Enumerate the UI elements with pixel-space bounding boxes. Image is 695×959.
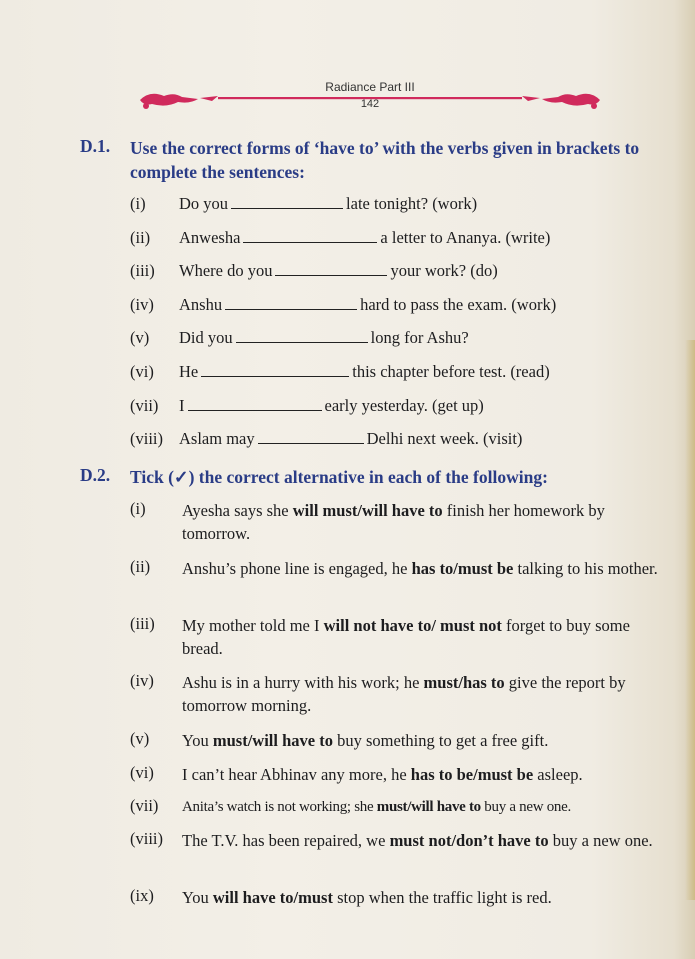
alternatives[interactable]: must/has to: [423, 673, 505, 692]
page-number: 142: [360, 98, 380, 110]
answer-blank[interactable]: [236, 328, 368, 343]
alternatives[interactable]: must not/don’t have to: [389, 831, 549, 850]
d1-item-5: (v) Did you long for Ashu?: [130, 328, 469, 347]
page-edge-shadow: [685, 340, 695, 900]
d1-item-4: (iv) Anshu hard to pass the exam. (work): [130, 295, 557, 314]
d1-heading: [80, 136, 670, 184]
alternatives[interactable]: has to/must be: [411, 559, 514, 578]
d1-item-7: (vii) I early yesterday. (get up): [130, 396, 484, 415]
answer-blank[interactable]: [275, 261, 387, 276]
d2-instruction: Tick (✓) the correct alternative in each of the following:: [130, 467, 548, 487]
answer-blank[interactable]: [188, 396, 322, 411]
answer-blank[interactable]: [201, 362, 349, 377]
book-title: Radiance Part III: [325, 80, 415, 94]
d1-instruction: Use the correct forms of ‘have to’ with the verbs given in brackets to complete the sentences:: [130, 138, 640, 182]
alternatives[interactable]: will must/will have to: [292, 501, 443, 520]
d2-number: D.2.: [80, 465, 111, 485]
alternatives[interactable]: will not have to/ must not: [323, 616, 502, 635]
alternatives[interactable]: will have to/must: [212, 888, 333, 907]
d1-item-6: (vi) He this chapter before test. (read): [130, 362, 550, 381]
d1-item-3: (iii) Where do you your work? (do): [130, 261, 498, 280]
answer-blank[interactable]: [225, 295, 357, 310]
answer-blank[interactable]: [258, 429, 364, 444]
page-header: [130, 78, 610, 118]
answer-blank[interactable]: [231, 194, 343, 209]
answer-blank[interactable]: [243, 228, 377, 243]
alternatives[interactable]: has to be/must be: [410, 765, 534, 784]
d1-item-1: (i) Do you late tonight? (work): [130, 194, 478, 213]
d1-item-8: (viii) Aslam may Delhi next week. (visit): [130, 429, 523, 448]
tick-icon: ✓: [173, 467, 189, 487]
alternatives[interactable]: must/will have to: [376, 799, 481, 815]
book-page: Radiance Part III 142 D.1. Use the correct forms of ‘have to’ with the verbs given in brackets to complete the sentences: (i) Do you late tonight? (work) (ii) Anwesha a letter to Ananya. (write) (iii) Where do you your work? (do) (iv) Anshu hard to pass the exam. (work) (v) Did you long for Ashu? (vi) He this chapter before test. (read) (vii) I early yesterday. (get up) (viii) Aslam may Delhi next week. (visit) D.2. Tick (✓) the correct alternative in each of the following: (i) Ayesha says she will must/will have to finish her homework by tomorrow. (ii) Anshu’s phone line is engaged, he has to/must be talking to his mother. (iii) My mother told me I will not have to/ must not forget to buy some bread. (iv) Ashu is in a hurry with his work; he must/has to give the report by tomorrow morning. (v) You must/will have to buy something to get a free gift. (vi) I can’t hear Abhinav any more, he has to be/must be asleep. (vii) Anita’s watch is not working; she must/will have to buy a new one. (viii) The T.V. has been repaired, we must not/don’t have to buy a new one. (ix) You will have to/must stop when the traffic light is red.: [0, 0, 695, 959]
d1-number: D.1.: [80, 136, 111, 156]
alternatives[interactable]: must/will have to: [212, 731, 333, 750]
d1-item-2: (ii) Anwesha a letter to Ananya. (write): [130, 228, 551, 247]
d2-heading: [80, 465, 670, 489]
